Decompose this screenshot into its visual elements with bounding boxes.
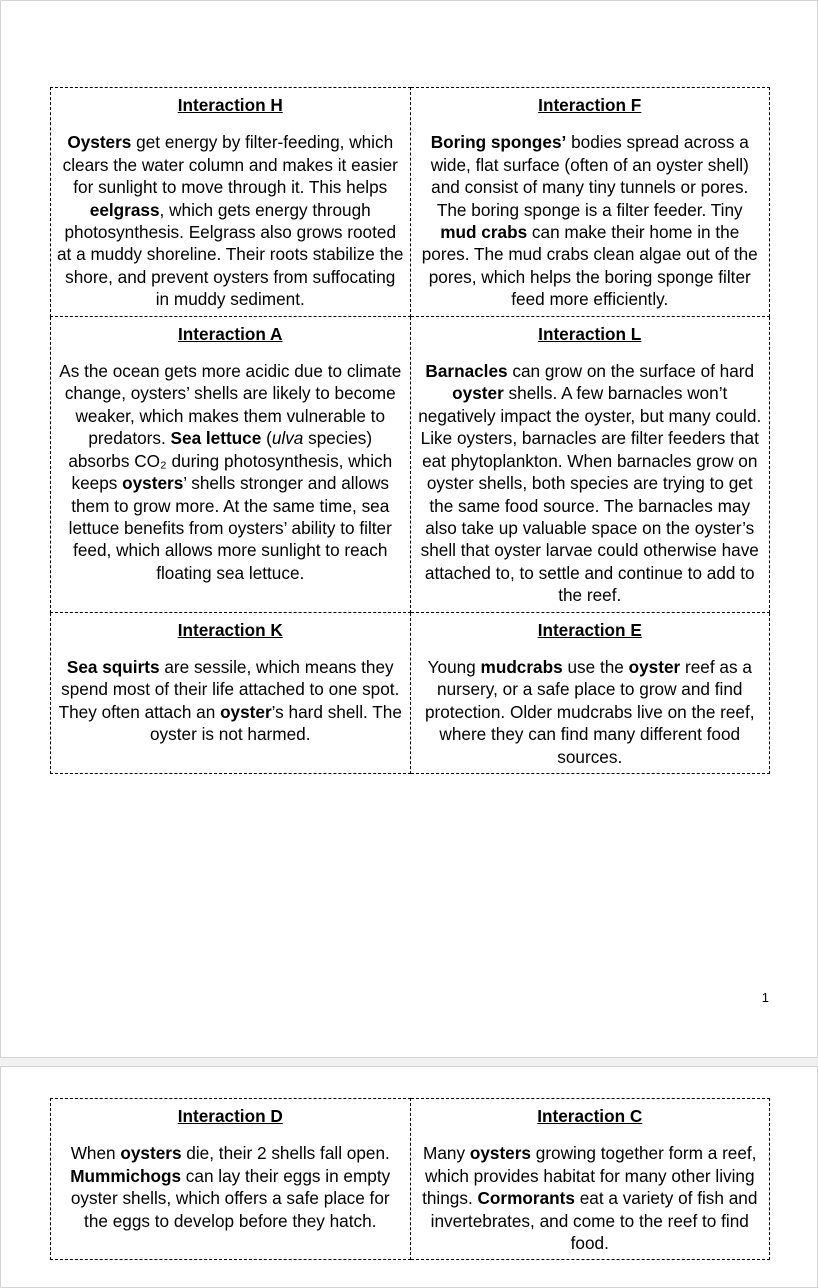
card-body	[417, 360, 764, 606]
emphasized-term: oyster	[220, 701, 272, 722]
card-title: Interaction C	[537, 1106, 643, 1126]
interaction-card-a	[51, 316, 411, 612]
body-text: Young	[427, 656, 481, 677]
body-text: shells. A few barnacles won’t negatively impact the oyster, but many could. Like oysters, barnacles are filter feeders that eat phytoplankton. When barnacles grow on oyster shells, both species are trying to get the same food source. The barnacles may also take up valuable space on the oyster’s shell that oyster larvae could otherwise have attached to, to settle and continue to add to the reef.	[418, 383, 762, 606]
emphasized-term: Boring sponges’	[430, 132, 567, 153]
interaction-cards-table	[50, 87, 770, 774]
body-text: die, their 2 shells fall open.	[181, 1143, 390, 1164]
body-text: bodies spread across a wide, flat surface (often of an oyster shell) and consist of many tiny tunnels or pores. The boring sponge is a filter feeder. Tiny	[430, 132, 749, 220]
card-row	[51, 612, 770, 773]
card-title: Interaction D	[177, 1106, 283, 1126]
card-title: Interaction F	[538, 95, 642, 115]
emphasized-term: Cormorants	[477, 1188, 575, 1209]
emphasized-term: Oysters	[67, 132, 132, 153]
interaction-card-c	[410, 1099, 770, 1260]
emphasized-term: Sea lettuce	[170, 428, 262, 449]
body-text: (	[261, 428, 272, 449]
body-text: can lay their eggs in empty oyster shells, which offers a safe place for the eggs to develop before they hatch.	[70, 1165, 391, 1231]
emphasized-term: oysters	[120, 1143, 182, 1164]
emphasized-term: oysters	[469, 1143, 531, 1164]
card-body	[417, 1142, 764, 1254]
body-text: ’s hard shell. The oyster is not harmed.	[150, 701, 402, 745]
emphasized-term: mudcrabs	[480, 656, 563, 677]
body-text: get energy by filter-feeding, which clears the water column and makes it easier for sunlight to move through it. This helps	[62, 132, 398, 198]
card-row	[51, 1099, 770, 1260]
card-row	[51, 88, 770, 317]
emphasized-term: oyster	[628, 656, 681, 677]
interaction-cards-table	[50, 1098, 770, 1260]
body-text: ’ shells stronger and allows them to grow more. At the same time, sea lettuce benefits from oysters’ ability to filter feed, which allows more sunlight to reach floating sea lettuce.	[68, 473, 392, 583]
interaction-card-d	[51, 1099, 411, 1260]
card-body	[57, 131, 404, 310]
body-text: can make their home in the pores. The mud crabs clean algae out of the pores, which helps the boring sponge filter feed more efficiently.	[421, 222, 758, 310]
body-text: Many	[423, 1143, 470, 1164]
interaction-card-e	[410, 612, 770, 773]
card-title: Interaction E	[537, 619, 642, 640]
emphasized-term: Mummichogs	[70, 1165, 182, 1186]
emphasized-term: mud crabs	[440, 222, 528, 243]
body-text: When	[70, 1143, 121, 1164]
interaction-card-l	[410, 316, 770, 612]
emphasized-term: Barnacles	[425, 361, 508, 382]
card-title: Interaction A	[178, 323, 283, 344]
card-body	[57, 656, 404, 746]
interaction-card-h	[51, 88, 411, 317]
emphasized-term: Sea squirts	[66, 656, 160, 677]
body-text: are sessile, which means they spend most of their life attached to one spot. They often attach an	[58, 656, 400, 722]
card-body	[57, 1142, 404, 1232]
emphasized-term: oyster	[452, 383, 504, 404]
card-title: Interaction K	[177, 619, 283, 640]
body-text: can grow on the surface of hard	[507, 361, 755, 382]
body-text: reef as a nursery, or a safe place to grow and find protection. Older mudcrabs live on the reef, where they can find many different food sources.	[424, 656, 755, 767]
body-text: , which gets energy through photosynthesis. Eelgrass also grows rooted at a muddy shoreline. Their roots stabilize the shore, and prevent oysters from suffocating in muddy sediment.	[57, 199, 404, 310]
card-body	[417, 656, 764, 768]
page-number: 1	[761, 990, 769, 1005]
body-text: species) absorbs CO₂ during photosynthesis, which keeps	[68, 428, 393, 494]
document-page-2	[0, 1066, 818, 1288]
card-title: Interaction H	[177, 95, 283, 115]
body-text: eat a variety of fish and invertebrates, and come to the reef to find food.	[430, 1188, 758, 1254]
card-row	[51, 316, 770, 612]
card-body	[417, 131, 764, 310]
body-text: ulva	[271, 428, 304, 449]
body-text: growing together form a reef, which provides habitat for many other living things.	[422, 1143, 757, 1209]
emphasized-term: oysters	[122, 473, 184, 494]
body-text: use the	[562, 656, 629, 677]
card-body	[57, 360, 404, 584]
interaction-card-f	[410, 88, 770, 317]
body-text: As the ocean gets more acidic due to climate change, oysters’ shells are likely to become weaker, which makes them vulnerable to predators.	[59, 361, 402, 449]
card-title: Interaction L	[538, 323, 642, 344]
interaction-card-k	[51, 612, 411, 773]
emphasized-term: eelgrass	[89, 199, 160, 220]
